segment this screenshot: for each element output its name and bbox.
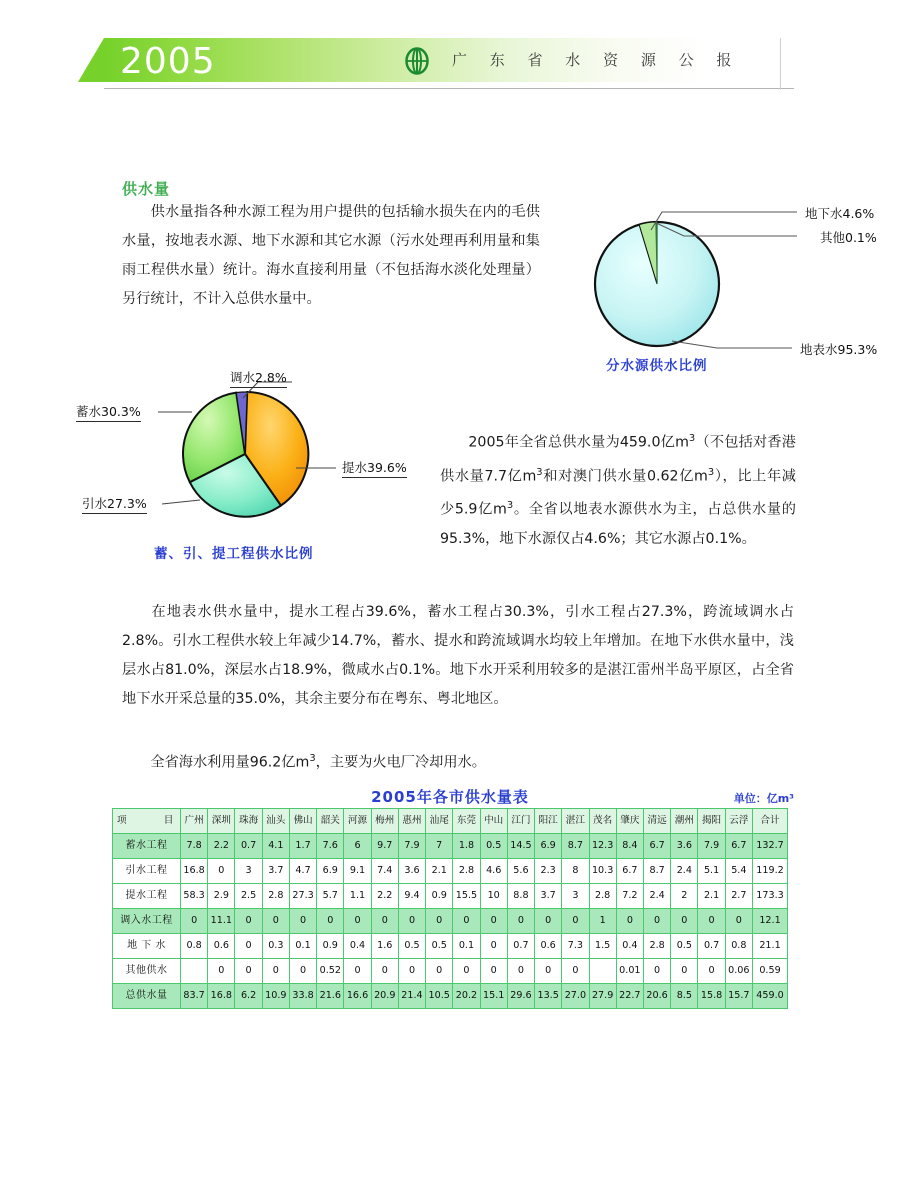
pie1-label-surface: 地表水95.3% [800, 342, 878, 357]
table-cell: 0.4 [616, 934, 643, 959]
pie2-label-transfer: 调水2.8% [230, 368, 287, 388]
table-cell: 0 [480, 934, 507, 959]
table-col-header-18: 清远 [643, 809, 670, 834]
table-cell: 21.6 [317, 984, 344, 1009]
table-cell: 0 [480, 909, 507, 934]
table-cell: 29.6 [507, 984, 534, 1009]
table-cell: 10 [480, 884, 507, 909]
table-cell: 173.3 [753, 884, 788, 909]
table-cell: 0 [181, 909, 208, 934]
table-cell: 1 [589, 909, 616, 934]
table-cell: 0 [562, 959, 589, 984]
table-cell: 9.7 [371, 834, 398, 859]
table-cell: 3 [562, 884, 589, 909]
table-col-header-15: 湛江 [562, 809, 589, 834]
table-cell: 16.8 [208, 984, 235, 1009]
table-cell: 0 [235, 934, 262, 959]
pie1-label-groundwater: 地下水4.6% [805, 206, 875, 221]
table-cell: 0 [562, 909, 589, 934]
table-cell: 2.8 [453, 859, 480, 884]
table-cell: 0.7 [507, 934, 534, 959]
table-col-header-9: 惠州 [398, 809, 425, 834]
table-cell: 0.9 [426, 884, 453, 909]
table-cell: 6 [344, 834, 371, 859]
table-col-header-8: 梅州 [371, 809, 398, 834]
table-cell: 0 [317, 909, 344, 934]
table-cell: 0 [453, 959, 480, 984]
table-title: 2005年各市供水量表 [371, 788, 529, 806]
table-cell: 7.3 [562, 934, 589, 959]
table-cell: 0.9 [317, 934, 344, 959]
table-col-header-6: 韶关 [317, 809, 344, 834]
table-cell: 1.6 [371, 934, 398, 959]
table-cell: 0 [289, 959, 316, 984]
table-row [113, 909, 788, 934]
table-col-header-4: 汕头 [262, 809, 289, 834]
pie2-caption: 蓄、引、提工程供水比例 [154, 546, 314, 562]
table-cell: 27.3 [289, 884, 316, 909]
table-col-header-7: 河源 [344, 809, 371, 834]
table-cell: 0 [344, 959, 371, 984]
table-cell: 0 [480, 959, 507, 984]
table-cell: 0 [643, 909, 670, 934]
table-cell: 0 [344, 909, 371, 934]
table-cell: 5.6 [507, 859, 534, 884]
table-cell: 1.1 [344, 884, 371, 909]
table-row [113, 934, 788, 959]
table-cell: 11.1 [208, 909, 235, 934]
table-row-label: 总供水量 [113, 984, 181, 1009]
table-cell: 0.1 [453, 934, 480, 959]
table-cell: 8.7 [562, 834, 589, 859]
table-cell: 83.7 [181, 984, 208, 1009]
table-cell: 2.8 [262, 884, 289, 909]
table-row-label: 地 下 水 [113, 934, 181, 959]
table-col-header-10: 汕尾 [426, 809, 453, 834]
table-cell: 4.7 [289, 859, 316, 884]
intro-paragraph-text: 供水量指各种水源工程为用户提供的包括输水损失在内的毛供水量，按地表水源、地下水源和其它水源（污水处理再利用量和集雨工程供水量）统计。海水直接利用量（不包括海水淡化处理量）另行统计，不计入总供水量中。 [122, 204, 540, 307]
table-row [113, 984, 788, 1009]
mid-text-1: 2005年全省总供水量为459.0亿m [468, 434, 689, 451]
header-divider [104, 88, 794, 89]
table-cell: 5.1 [698, 859, 725, 884]
table-cell: 0 [235, 959, 262, 984]
pie2-label-diversion: 引水27.3% [82, 494, 147, 514]
table-cell: 6.9 [317, 859, 344, 884]
table-body [113, 809, 788, 1009]
lower2-sup: 3 [309, 753, 316, 764]
table-cell: 7 [426, 834, 453, 859]
table-cell: 5.7 [317, 884, 344, 909]
intro-paragraph [122, 198, 540, 314]
table-cell: 2.7 [725, 884, 752, 909]
publication-title: 广 东 省 水 资 源 公 报 [452, 51, 741, 69]
table-cell: 0 [235, 909, 262, 934]
table-cell: 0 [371, 909, 398, 934]
table-col-header-13: 江门 [507, 809, 534, 834]
pie2-label-storage: 蓄水30.3% [76, 402, 141, 422]
table-cell: 0.4 [344, 934, 371, 959]
mid-sup-2: 3 [536, 466, 543, 478]
table-unit-label: 单位：亿m³ [733, 792, 794, 805]
table-cell: 2.8 [643, 934, 670, 959]
table-cell: 33.8 [289, 984, 316, 1009]
seawater-paragraph [122, 744, 794, 778]
table-cell: 0.8 [181, 934, 208, 959]
table-cell: 21.1 [753, 934, 788, 959]
table-cell: 0 [426, 959, 453, 984]
table-cell: 27.0 [562, 984, 589, 1009]
table-row [113, 959, 788, 984]
table-cell: 3 [235, 859, 262, 884]
table-cell: 2.1 [426, 859, 453, 884]
table-cell: 0.5 [480, 834, 507, 859]
table-cell: 0 [208, 959, 235, 984]
table-cell: 1.7 [289, 834, 316, 859]
pie1-label-other: 其他0.1% [820, 230, 877, 245]
mid-sup-1: 3 [688, 433, 696, 444]
header-vertical-rule [780, 38, 781, 90]
mid-text-2: （不包括对香港供水量7.7亿m [440, 434, 796, 485]
table-col-header-5: 佛山 [289, 809, 316, 834]
table-row [113, 834, 788, 859]
table-cell: 0 [208, 859, 235, 884]
table-row [113, 884, 788, 909]
table-cell: 0 [507, 959, 534, 984]
table-cell: 0.5 [671, 934, 698, 959]
table-cell: 0 [453, 909, 480, 934]
table-col-header-1: 广州 [181, 809, 208, 834]
table-cell: 0 [289, 909, 316, 934]
table-cell: 0.52 [317, 959, 344, 984]
mid-sup-3: 3 [707, 466, 715, 478]
table-cell: 0 [426, 909, 453, 934]
table-cell: 0.6 [208, 934, 235, 959]
mid-text-5: 。全省以地表水源供水为主，占总供水量的95.3%，地下水源仅占4.6%；其它水源占0.1%。 [440, 502, 796, 548]
table-cell: 119.2 [753, 859, 788, 884]
surface-groundwater-paragraph [122, 598, 794, 714]
header-year: 2005 [120, 41, 216, 82]
table-cell: 10.5 [426, 984, 453, 1009]
table-col-header-12: 中山 [480, 809, 507, 834]
table-cell: 0.01 [616, 959, 643, 984]
table-cell: 0 [398, 959, 425, 984]
table-cell: 0 [616, 909, 643, 934]
table-cell: 0.7 [235, 834, 262, 859]
table-cell: 8.4 [616, 834, 643, 859]
table-cell: 0.1 [289, 934, 316, 959]
lower2-text-2: ，主要为火电厂冷却用水。 [315, 754, 486, 771]
table-cell: 10.9 [262, 984, 289, 1009]
table-cell: 27.9 [589, 984, 616, 1009]
table-row [113, 859, 788, 884]
table-cell: 12.1 [753, 909, 788, 934]
table-cell: 16.6 [344, 984, 371, 1009]
table-cell: 2.4 [671, 859, 698, 884]
mid-text-4: ），比上年减少5.9亿m [440, 468, 796, 519]
table-cell: 2 [671, 884, 698, 909]
lower-text: 在地表水供水量中，提水工程占39.6%，蓄水工程占30.3%，引水工程占27.3%，跨流域调水占2.8%。引水工程供水较上年减少14.7%，蓄水、提水和跨流域调水均较上年增加。在地下水供水量中，浅层水占81.0%，深层水占18.9%，微咸水占0.1%。地下水开采利用较多的是湛江雷州半岛平原区，占全省地下水开采总量的35.0%，其余主要分布在粤东、粤北地区。 [122, 604, 794, 707]
table-cell: 0 [535, 909, 562, 934]
table-cell: 0.59 [753, 959, 788, 984]
table-cell: 10.3 [589, 859, 616, 884]
table-cell: 58.3 [181, 884, 208, 909]
table-cell: 9.4 [398, 884, 425, 909]
table-cell: 2.5 [235, 884, 262, 909]
table-header-row [113, 809, 788, 834]
guangdong-water-emblem-icon [402, 46, 432, 76]
table-cell: 4.1 [262, 834, 289, 859]
water-source-supply-chart [592, 196, 892, 374]
table-cell: 14.5 [507, 834, 534, 859]
table-cell: 0 [698, 909, 725, 934]
page-header [0, 0, 900, 110]
table-cell: 15.7 [725, 984, 752, 1009]
table-cell: 6.7 [643, 834, 670, 859]
table-cell: 6.7 [616, 859, 643, 884]
table-cell: 0 [698, 959, 725, 984]
table-cell: 1.5 [589, 934, 616, 959]
table-cell: 0.5 [398, 934, 425, 959]
table-cell: 2.4 [643, 884, 670, 909]
table-cell: 0.5 [426, 934, 453, 959]
table-col-header-19: 潮州 [671, 809, 698, 834]
table-cell: 5.4 [725, 859, 752, 884]
table-cell: 22.7 [616, 984, 643, 1009]
table-cell: 6.2 [235, 984, 262, 1009]
table-cell: 6.7 [725, 834, 752, 859]
table-cell: 7.9 [698, 834, 725, 859]
table-cell: 15.5 [453, 884, 480, 909]
table-cell: 20.6 [643, 984, 670, 1009]
table-cell: 7.6 [317, 834, 344, 859]
table-row-label: 其他供水 [113, 959, 181, 984]
table-col-header-21: 云浮 [725, 809, 752, 834]
table-cell: 0 [671, 909, 698, 934]
table-row-label: 引水工程 [113, 859, 181, 884]
table-cell: 7.4 [371, 859, 398, 884]
table-cell: 132.7 [753, 834, 788, 859]
city-water-supply-table [112, 808, 788, 1009]
table-cell: 0 [371, 959, 398, 984]
table-cell: 4.6 [480, 859, 507, 884]
table-cell: 0 [725, 909, 752, 934]
table-cell: 0.3 [262, 934, 289, 959]
storage-diversion-lift-chart [76, 370, 440, 566]
table-cell: 2.8 [589, 884, 616, 909]
table-cell: 2.2 [371, 884, 398, 909]
table-cell: 16.8 [181, 859, 208, 884]
table-cell: 7.2 [616, 884, 643, 909]
table-cell: 20.2 [453, 984, 480, 1009]
table-row-label: 蓄水工程 [113, 834, 181, 859]
table-cell: 12.3 [589, 834, 616, 859]
mid-text-3: 和对澳门供水量0.62亿m [542, 468, 708, 485]
table-cell: 3.6 [398, 859, 425, 884]
table-cell: 0.06 [725, 959, 752, 984]
table-cell: 8.8 [507, 884, 534, 909]
table-row-label: 调入水工程 [113, 909, 181, 934]
table-cell: 0.7 [698, 934, 725, 959]
table-cell: 2.3 [535, 859, 562, 884]
table-cell: 1.8 [453, 834, 480, 859]
table-cell: 0 [398, 909, 425, 934]
table-cell: 15.1 [480, 984, 507, 1009]
table-cell: 9.1 [344, 859, 371, 884]
supply-total-paragraph [440, 424, 796, 554]
table-cell: 3.7 [535, 884, 562, 909]
table-cell: 20.9 [371, 984, 398, 1009]
table-col-header-16: 茂名 [589, 809, 616, 834]
table-cell: 2.1 [698, 884, 725, 909]
sdl-pie-svg [140, 376, 440, 536]
table-cell: 0 [671, 959, 698, 984]
table-col-header-2: 深圳 [208, 809, 235, 834]
table-cell: 13.5 [535, 984, 562, 1009]
table-cell: 0 [535, 959, 562, 984]
table-cell: 6.9 [535, 834, 562, 859]
table-cell: 3.6 [671, 834, 698, 859]
table-col-header-22: 合计 [753, 809, 788, 834]
lower2-text-1: 全省海水利用量96.2亿m [150, 754, 310, 771]
pie1-caption: 分水源供水比例 [606, 358, 708, 374]
table-cell: 0.8 [725, 934, 752, 959]
table-cell: 7.9 [398, 834, 425, 859]
table-cell: 2.2 [208, 834, 235, 859]
table-cell: 0 [507, 909, 534, 934]
table-cell: 0 [262, 909, 289, 934]
table-cell [589, 959, 616, 984]
table-cell: 8 [562, 859, 589, 884]
table-col-header-item: 项 目 [113, 809, 181, 834]
table-col-header-3: 珠海 [235, 809, 262, 834]
table-cell: 2.9 [208, 884, 235, 909]
table-col-header-17: 肇庆 [616, 809, 643, 834]
mid-sup-4: 3 [506, 500, 514, 512]
table-cell: 15.8 [698, 984, 725, 1009]
table-row-label: 提水工程 [113, 884, 181, 909]
table-col-header-14: 阳江 [535, 809, 562, 834]
table-cell: 8.5 [671, 984, 698, 1009]
table-cell: 0 [643, 959, 670, 984]
pie2-label-lift: 提水39.6% [342, 458, 407, 478]
table-cell: 7.8 [181, 834, 208, 859]
table-cell [181, 959, 208, 984]
section-heading: 供水量 [122, 180, 171, 198]
table-cell: 21.4 [398, 984, 425, 1009]
table-cell: 8.7 [643, 859, 670, 884]
table-cell: 0 [262, 959, 289, 984]
table-cell: 3.7 [262, 859, 289, 884]
table-cell: 0.6 [535, 934, 562, 959]
table-cell: 459.0 [753, 984, 788, 1009]
table-col-header-20: 揭阳 [698, 809, 725, 834]
table-col-header-11: 东莞 [453, 809, 480, 834]
